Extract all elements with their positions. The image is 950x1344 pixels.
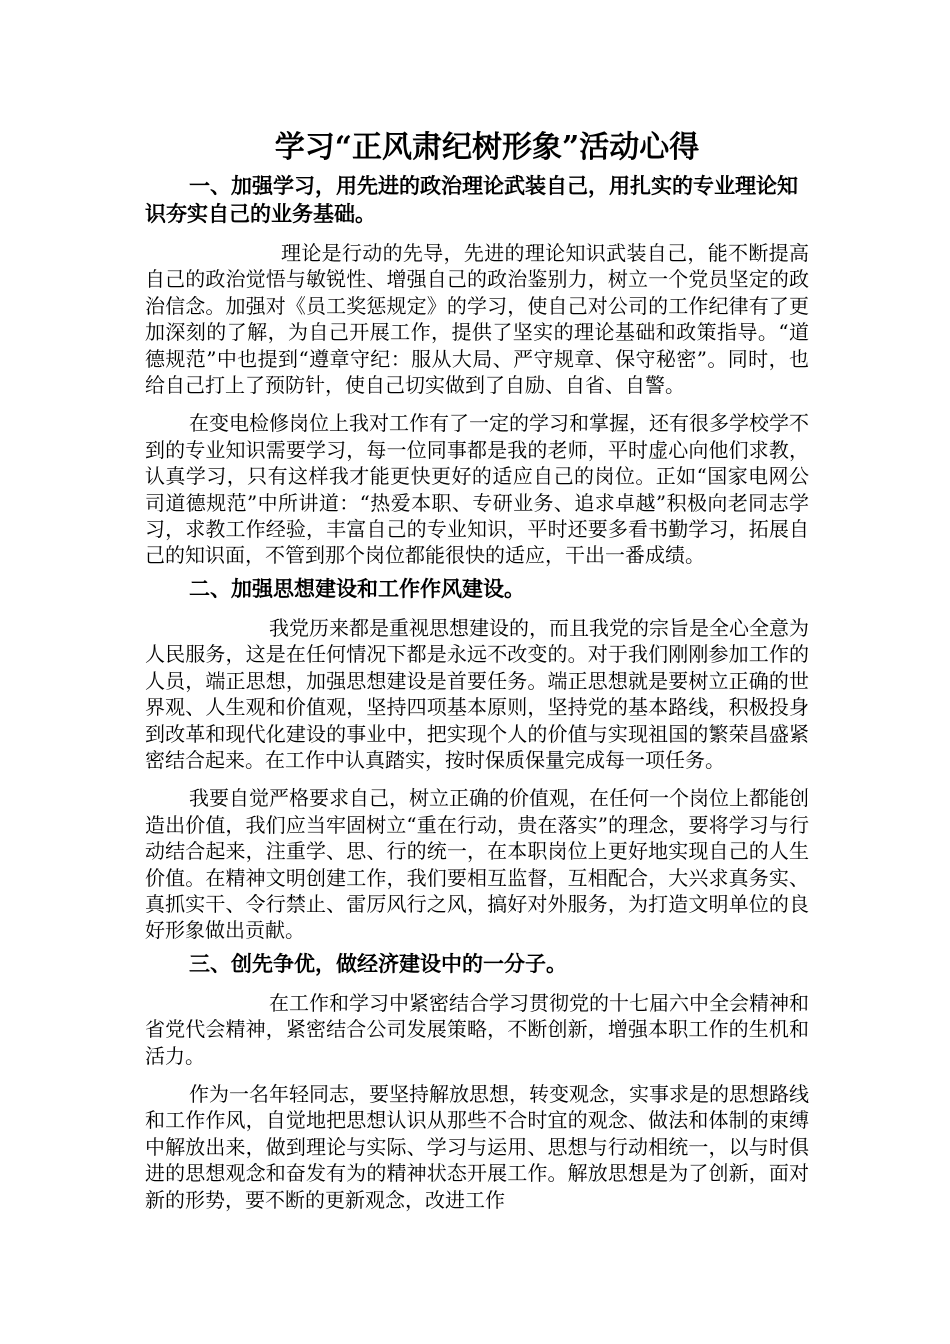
paragraph: 作为一名年轻同志，要坚持解放思想，转变观念，实事求是的思想路线和工作作风，自觉地把思想认识从那些不合时宜的观念、做法和体制的束缚中解放出来，做到理论与实际、学习与运用、思想与行动相统一，以与时俱进的思想观念和奋发有为的精神状态开展工作。解放思想是为了创新，面对新的形势，要不断的更新观念，改进工作 xyxy=(145,1081,809,1212)
paragraph: 在变电检修岗位上我对工作有了一定的学习和掌握，还有很多学校学不到的专业知识需要学习，每一位同事都是我的老师，平时虚心向他们求教，认真学习，只有这样我才能更快更好的适应自己的岗位。正如“国家电网公司道德规范”中所讲道：“热爱本职、专研业务、追求卓越”积极向老同志学习，求教工作经验，丰富自己的专业知识，平时还要多看书勤学习，拓展自己的知识面，不管到那个岗位都能很快的适应，干出一番成绩。 xyxy=(145,411,809,568)
paragraph: 在工作和学习中紧密结合学习贯彻党的十七届六中全会精神和省党代会精神，紧密结合公司发展策略，不断创新，增强本职工作的生机和活力。 xyxy=(145,990,809,1068)
document-page xyxy=(145,128,809,1213)
document-title: 学习“正风肃纪树形象”活动心得 xyxy=(274,130,700,165)
section-heading-3: 三、创先争优，做经济建设中的一分子。 xyxy=(189,951,567,976)
section-heading-1: 一、加强学习，用先进的政治理论武装自己，用扎实的专业理论知识夯实自己的业务基础。 xyxy=(145,174,798,226)
section-heading-2: 二、加强思想建设和工作作风建设。 xyxy=(189,576,525,601)
paragraph: 我党历来都是重视思想建设的，而且我党的宗旨是全心全意为人民服务，这是在任何情况下都是永远不改变的。对于我们刚刚参加工作的人员，端正思想，加强思想建设是首要任务。端正思想就是要树立正确的世界观、人生观和价值观，坚持四项基本原则，坚持党的基本路线，积极投身到改革和现代化建设的事业中，把实现个人的价值与实现祖国的繁荣昌盛紧密结合起来。在工作中认真踏实，按时保质保量完成每一项任务。 xyxy=(145,615,809,772)
paragraph: 我要自觉严格要求自己，树立正确的价值观，在任何一个岗位上都能创造出价值，我们应当牢固树立“重在行动，贵在落实”的理念，要将学习与行动结合起来，注重学、思、行的统一，在本职岗位上更好地实现自己的人生价值。在精神文明创建工作，我们要相互监督，互相配合，大兴求真务实、真抓实干、令行禁止、雷厉风行之风，搞好对外服务，为打造文明单位的良好形象做出贡献。 xyxy=(145,786,809,943)
paragraph: 理论是行动的先导，先进的理论知识武装自己，能不断提高自己的政治觉悟与敏锐性、增强自己的政治鉴别力，树立一个党员坚定的政治信念。加强对《员工奖惩规定》的学习，使自己对公司的工作纪律有了更加深刻的了解，为自己开展工作，提供了坚实的理论基础和政策指导。“道德规范”中也提到“遵章守纪：服从大局、严守规章、保守秘密”。同时，也给自己打上了预防针，使自己切实做到了自励、自省、自警。 xyxy=(145,241,809,398)
